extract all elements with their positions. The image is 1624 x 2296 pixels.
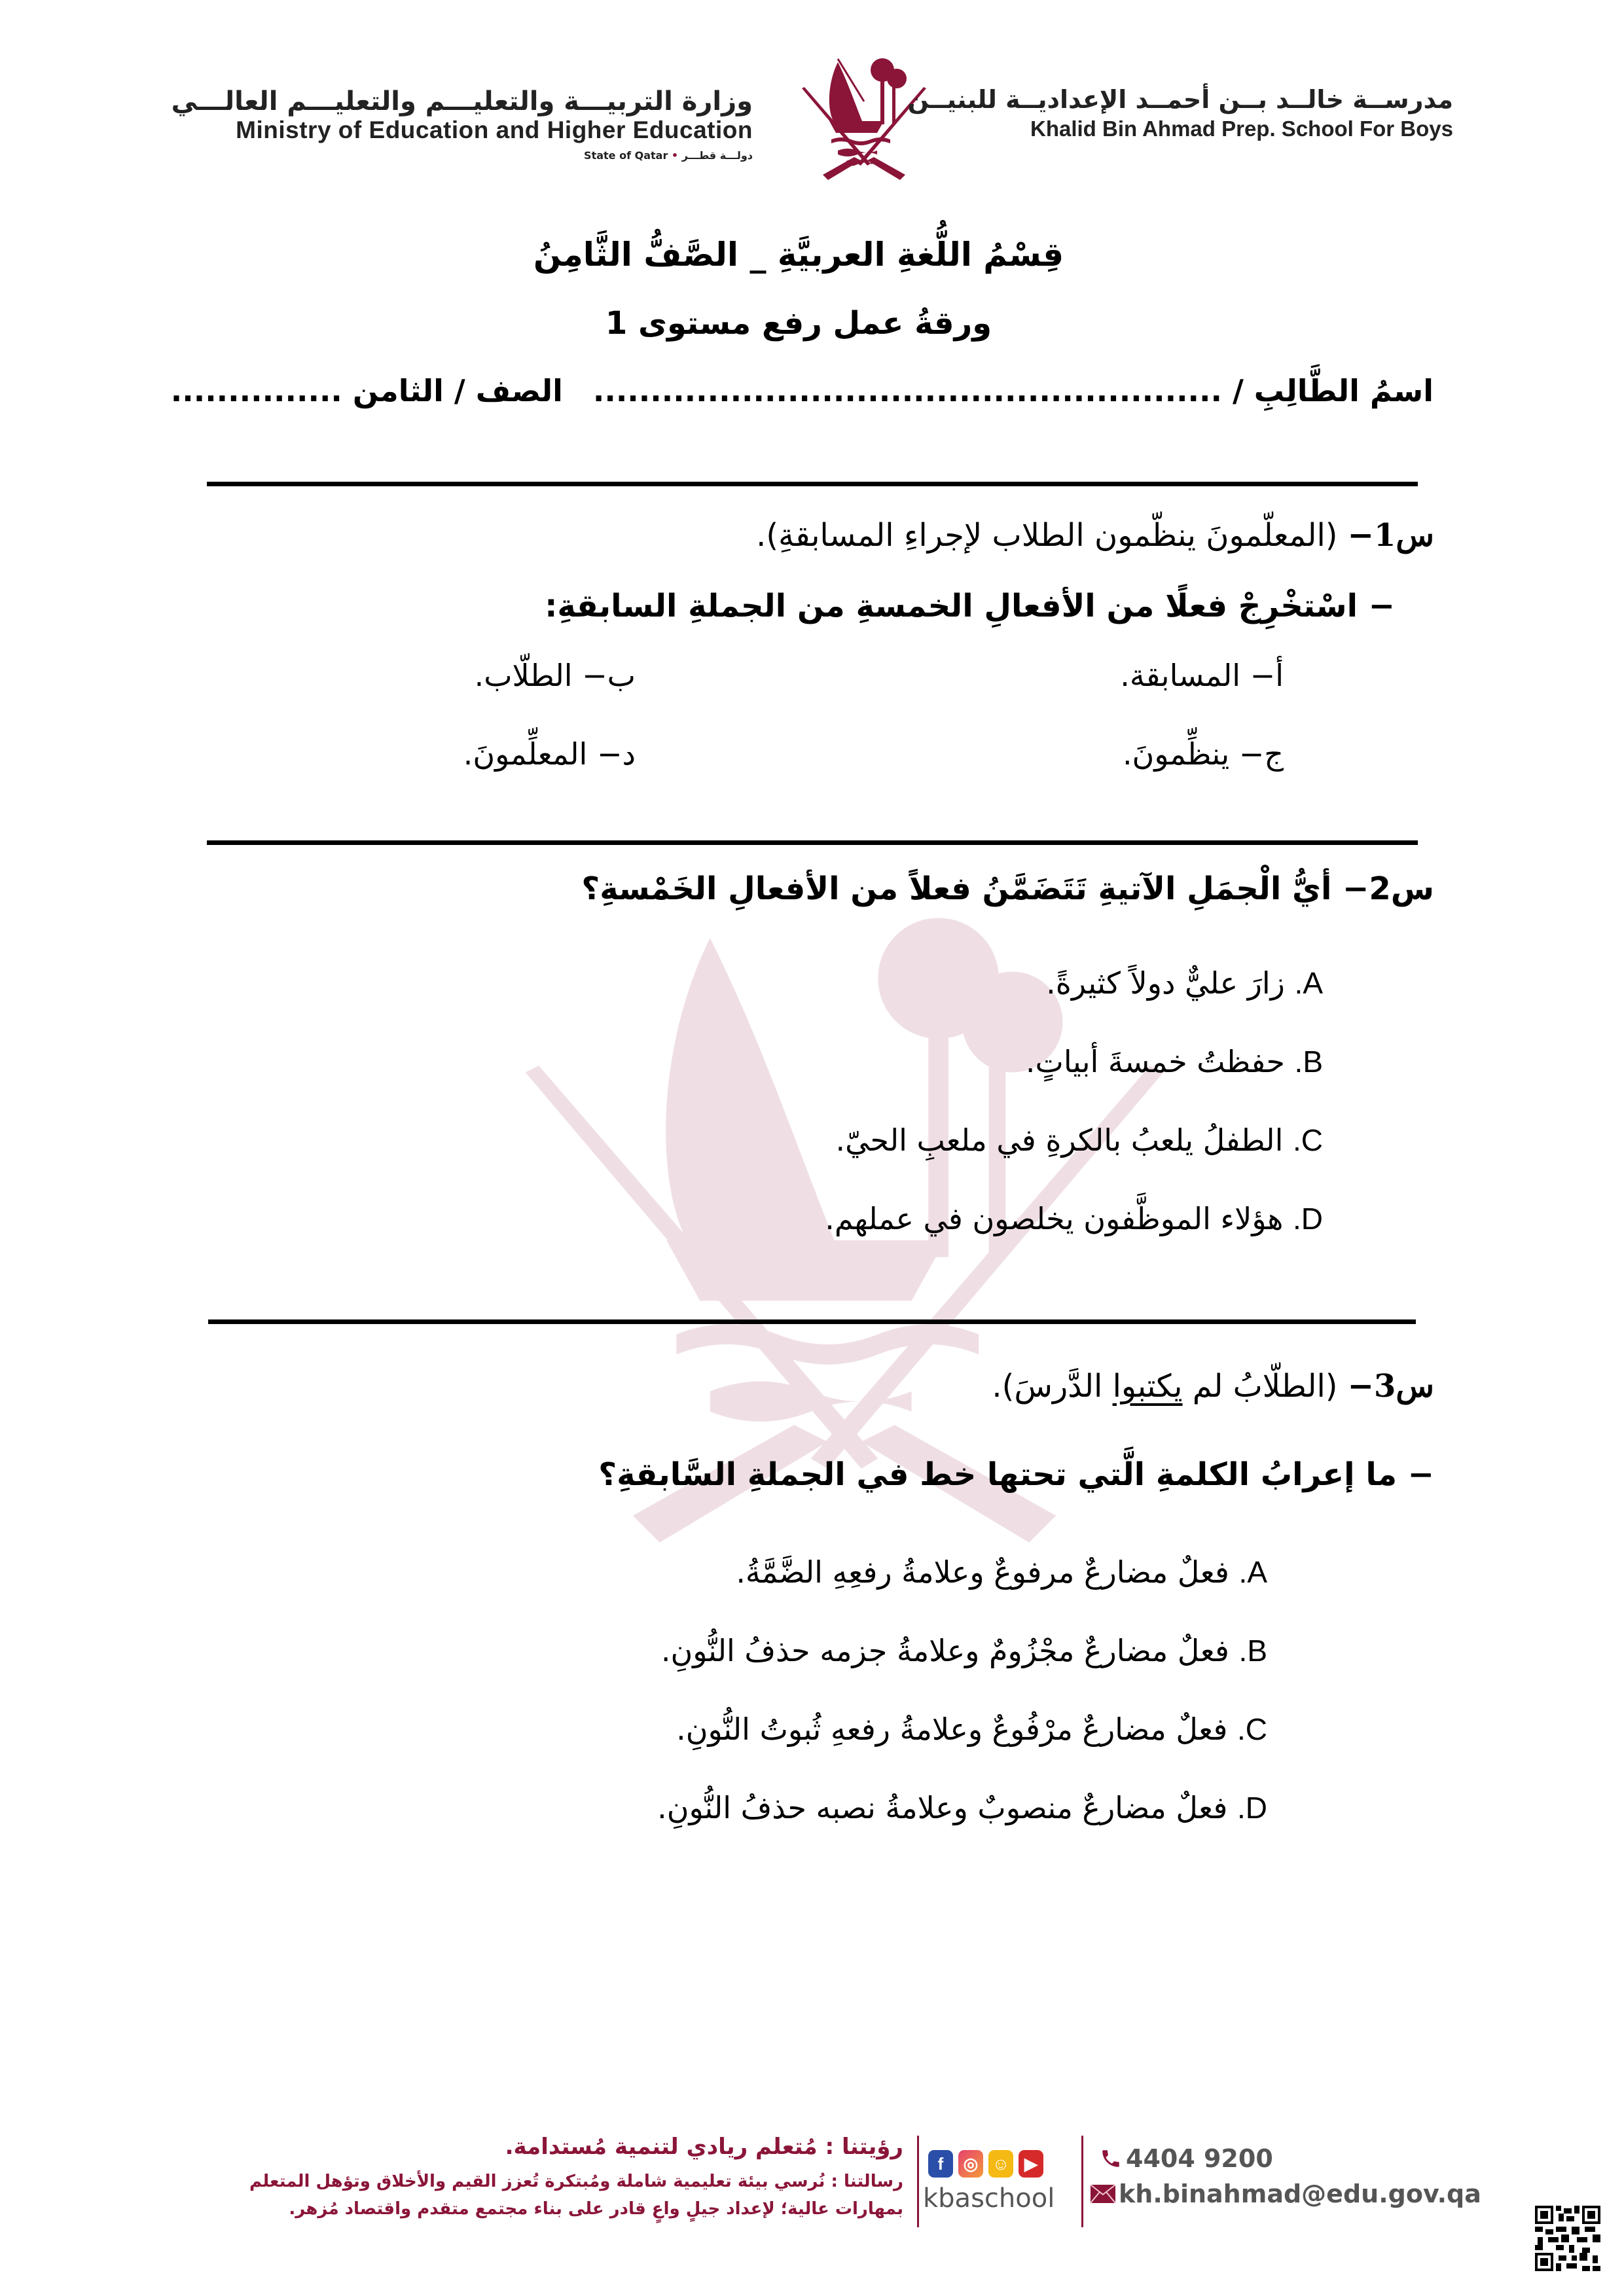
option-text: حفظتُ خمسةَ أبياتٍ. — [1025, 1044, 1285, 1079]
option-text: المسابقة. — [1120, 658, 1241, 693]
q3-option-b[interactable] — [661, 1633, 1267, 1668]
q3-instruction: − ما إعرابُ الكلمةِ الَّتي تحتها خط في الجملةِ السَّابقةِ؟ — [598, 1456, 1434, 1493]
q2-option-a[interactable] — [1046, 965, 1323, 1001]
option-text: المعلِّمونَ. — [463, 736, 588, 772]
social-handle[interactable]: kbaschool — [923, 2183, 1055, 2214]
option-text: ينظِّمونَ. — [1122, 736, 1230, 772]
social-icons — [928, 2150, 1043, 2178]
option-letter: D. — [1236, 1791, 1267, 1825]
youtube-icon[interactable]: ▶ — [1019, 2150, 1043, 2178]
q3-number: س3− — [1347, 1368, 1434, 1405]
option-letter: B. — [1238, 1634, 1267, 1668]
q3-option-c[interactable] — [676, 1712, 1267, 1747]
footer-divider — [1081, 2136, 1083, 2227]
snapchat-icon[interactable]: ☺ — [988, 2150, 1013, 2178]
phone-icon — [1100, 2147, 1122, 2170]
q1-option-a[interactable] — [1120, 658, 1284, 693]
q3-sentence-start: (الطلّابُ لم — [1182, 1368, 1338, 1405]
q1-header — [756, 517, 1434, 554]
section-divider — [207, 482, 1418, 486]
option-label: ج− — [1238, 736, 1284, 772]
option-text: زارَ عليٌّ دولاً كثيرةً. — [1046, 965, 1285, 1001]
q2-question: أيُّ الْجمَلِ الآتيةِ تَتَضَمَّنُ فعلاً من الأفعالِ الخَمْسةِ؟ — [581, 870, 1332, 907]
option-text: فعلٌ مضارعٌ مرفوعٌ وعلامةُ رفعِهِ الضَّمَّةُ. — [736, 1554, 1229, 1590]
facebook-icon[interactable]: f — [928, 2150, 953, 2178]
state-arabic: دولـــة قطـــر — [681, 149, 753, 162]
option-text: هؤلاء الموظَّفون يخلصون في عملهم. — [825, 1201, 1284, 1236]
q1-sentence: (المعلّمونَ ينظّمون الطلاب لإجراءِ المسابقةِ). — [756, 517, 1338, 554]
option-letter: A. — [1238, 1555, 1267, 1589]
option-letter: A. — [1294, 966, 1323, 1000]
department-title: قِسْمُ اللُّغةِ العربيَّةِ _ الصَّفُّ الثَّامِنُ — [533, 236, 1064, 274]
student-name-field[interactable]: اسمُ الطَّالِبِ / ....................................................... — [592, 373, 1434, 408]
envelope-icon — [1090, 2184, 1116, 2204]
worksheet-title: ورقةُ عمل رفع مستوى 1 — [605, 305, 992, 342]
separator-dot: • — [671, 149, 679, 162]
school-name-english: Khalid Bin Ahmad Prep. School For Boys — [1030, 117, 1453, 141]
q3-header — [992, 1368, 1434, 1405]
option-label: ب− — [582, 658, 636, 693]
option-letter: D. — [1292, 1202, 1323, 1236]
phone-contact — [1100, 2144, 1273, 2173]
mission-statement-line1: رسالتنا : نُرسي بيئة تعليمية شاملة ومُبتكرة تُعزز القيم والأخلاق وتؤهل المتعلم — [249, 2172, 903, 2191]
state-english: State of Qatar — [584, 149, 668, 162]
q3-sentence-end: الدَّرسَ). — [992, 1368, 1113, 1405]
vision-statement: رؤيتنا : مُتعلم ريادي لتنمية مُستدامة. — [505, 2134, 903, 2160]
email-address[interactable]: kh.binahmad@edu.gov.qa — [1119, 2179, 1481, 2208]
qatar-emblem-icon — [789, 56, 939, 187]
q2-number: س2− — [1343, 870, 1434, 907]
option-text: فعلٌ مضارعٌ مجْزُومٌ وعلامةُ جزمه حذفُ النُّونِ. — [660, 1633, 1229, 1668]
student-info-row — [170, 373, 1434, 408]
ministry-name-english: Ministry of Education and Higher Education — [236, 117, 753, 143]
ministry-name-arabic: وزارة التربيـــة والتعليـــم والتعليـــم العالـــي — [171, 86, 753, 117]
section-divider — [208, 1319, 1416, 1324]
q2-header — [581, 870, 1434, 907]
q2-option-d[interactable] — [825, 1201, 1323, 1236]
q3-sentence — [992, 1368, 1337, 1405]
q3-option-d[interactable] — [657, 1790, 1267, 1825]
email-contact — [1090, 2179, 1481, 2208]
q1-option-b[interactable] — [475, 658, 636, 693]
option-label: أ− — [1250, 658, 1284, 693]
option-letter: C. — [1236, 1712, 1267, 1746]
q1-instruction: − اسْتخْرِجْ فعلًا من الأفعالِ الخمسةِ من الجملةِ السابقةِ: — [545, 588, 1395, 624]
section-divider — [207, 840, 1418, 845]
option-text: فعلٌ مضارعٌ منصوبٌ وعلامةُ نصبه حذفُ النُّونِ. — [657, 1790, 1228, 1825]
q1-option-c[interactable] — [1123, 736, 1284, 772]
option-letter: B. — [1294, 1045, 1323, 1079]
phone-number[interactable]: 4404 9200 — [1126, 2144, 1273, 2173]
q3-underlined-word: يكتبوا — [1112, 1368, 1183, 1405]
footer-divider — [917, 2136, 919, 2227]
option-text: الطفلُ يلعبُ بالكرةِ في ملعبِ الحيّ. — [835, 1122, 1284, 1158]
school-name-arabic: مدرســة خالــد بــن أحمــد الإعداديــة للبنيــن — [907, 85, 1453, 114]
q1-number: س1− — [1347, 517, 1434, 554]
q1-option-d[interactable] — [463, 736, 636, 772]
qr-code-icon[interactable] — [1535, 2206, 1600, 2271]
option-text: فعلٌ مضارعٌ مرْفُوعٌ وعلامةُ رفعهِ ثُبوتُ النُّونِ. — [676, 1712, 1228, 1747]
mission-statement-line2: بمهارات عالية؛ لإعداد جيلٍ واعٍ قادر على بناء مجتمع متقدم واقتصاد مُزهر. — [289, 2199, 903, 2219]
q2-option-b[interactable] — [1026, 1044, 1323, 1079]
q2-option-c[interactable] — [835, 1122, 1323, 1158]
state-label — [458, 149, 753, 162]
option-letter: C. — [1292, 1123, 1323, 1157]
option-text: الطلّاب. — [474, 658, 573, 693]
option-label: د− — [596, 736, 636, 772]
q3-option-a[interactable] — [736, 1554, 1267, 1590]
instagram-icon[interactable]: ◎ — [958, 2150, 983, 2178]
grade-field: الصف / الثامن ............... — [170, 373, 563, 408]
